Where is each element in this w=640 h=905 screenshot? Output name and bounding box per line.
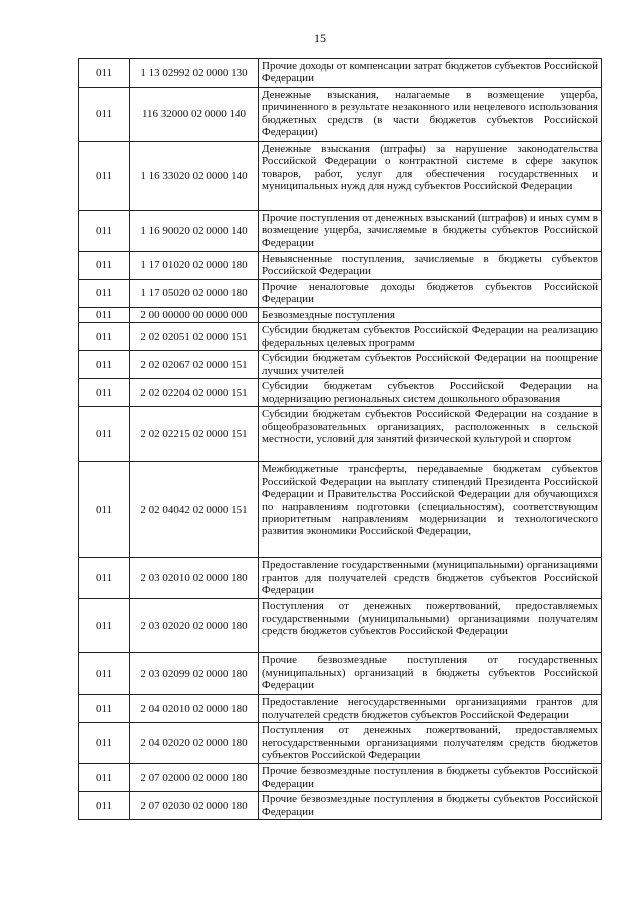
table-row <box>79 142 602 211</box>
description-cell: Прочие безвозмездные поступления в бюджеты субъектов Российской Федерации <box>259 792 602 820</box>
budget-code-cell: 116 32000 02 0000 140 <box>130 88 259 142</box>
budget-code-cell: 1 13 02992 02 0000 130 <box>130 59 259 88</box>
admin-code-cell: 011 <box>79 323 130 351</box>
admin-code-cell: 011 <box>79 59 130 88</box>
budget-code-cell: 2 03 02010 02 0000 180 <box>130 558 259 599</box>
description-cell: Денежные взыскания, налагаемые в возмещение ущерба, причиненного в результате незаконного или нецелевого использования бюджетных средств (в части бюджетов субъектов Российской Федерации) <box>259 88 602 142</box>
description-cell: Субсидии бюджетам субъектов Российской Федерации на поощрение лучших учителей <box>259 351 602 379</box>
description-cell: Прочие безвозмездные поступления в бюджеты субъектов Российской Федерации <box>259 764 602 792</box>
table-row <box>79 764 602 792</box>
table-row <box>79 308 602 323</box>
admin-code-cell: 011 <box>79 764 130 792</box>
table-row <box>79 351 602 379</box>
admin-code-cell: 011 <box>79 723 130 764</box>
budget-code-cell: 2 03 02099 02 0000 180 <box>130 653 259 695</box>
budget-code-cell: 2 03 02020 02 0000 180 <box>130 599 259 653</box>
budget-code-cell: 2 04 02010 02 0000 180 <box>130 695 259 723</box>
description-cell: Субсидии бюджетам субъектов Российской Федерации на реализацию федеральных целевых программ <box>259 323 602 351</box>
admin-code-cell: 011 <box>79 695 130 723</box>
admin-code-cell: 011 <box>79 252 130 280</box>
description-cell: Безвозмездные поступления <box>259 308 602 323</box>
table-row <box>79 88 602 142</box>
description-cell: Предоставление негосударственными организациями грантов для получателей средств бюджетов субъектов Российской Федерации <box>259 695 602 723</box>
admin-code-cell: 011 <box>79 407 130 462</box>
budget-code-cell: 2 00 00000 00 0000 000 <box>130 308 259 323</box>
budget-code-cell: 2 04 02020 02 0000 180 <box>130 723 259 764</box>
description-cell: Невыясненные поступления, зачисляемые в бюджеты субъектов Российской Федерации <box>259 252 602 280</box>
budget-code-cell: 1 17 01020 02 0000 180 <box>130 252 259 280</box>
description-cell: Межбюджетные трансферты, передаваемые бюджетам субъектов Российской Федерации на выплату стипендий Президента Российской Федерации и Правительства Российской Федерации для обучающихся по направлениям подготовки (специальностям), соответствующим приоритетным направлениям модернизации и технологического развития экономики Российской Федерации, <box>259 462 602 558</box>
table-row <box>79 280 602 308</box>
admin-code-cell: 011 <box>79 308 130 323</box>
budget-code-cell: 2 02 02204 02 0000 151 <box>130 379 259 407</box>
table-row <box>79 211 602 252</box>
description-cell: Предоставление государственными (муниципальными) организациями грантов для получателей средств бюджетов субъектов Российской Федерации <box>259 558 602 599</box>
admin-code-cell: 011 <box>79 280 130 308</box>
budget-code-cell: 2 02 02067 02 0000 151 <box>130 351 259 379</box>
table-row <box>79 792 602 820</box>
description-cell: Прочие доходы от компенсации затрат бюджетов субъектов Российской Федерации <box>259 59 602 88</box>
table-row <box>79 323 602 351</box>
page-number: 15 <box>314 31 326 45</box>
budget-code-cell: 2 02 02051 02 0000 151 <box>130 323 259 351</box>
table-row <box>79 695 602 723</box>
budget-code-cell: 1 17 05020 02 0000 180 <box>130 280 259 308</box>
admin-code-cell: 011 <box>79 653 130 695</box>
budget-code-cell: 2 07 02000 02 0000 180 <box>130 764 259 792</box>
table-row <box>79 723 602 764</box>
table-row <box>79 252 602 280</box>
table-row <box>79 462 602 558</box>
budget-code-cell: 2 07 02030 02 0000 180 <box>130 792 259 820</box>
table-row <box>79 379 602 407</box>
table-row <box>79 653 602 695</box>
budget-code-cell: 1 16 90020 02 0000 140 <box>130 211 259 252</box>
revenue-code-table <box>78 58 602 820</box>
budget-code-cell: 2 02 04042 02 0000 151 <box>130 462 259 558</box>
admin-code-cell: 011 <box>79 558 130 599</box>
table-row <box>79 558 602 599</box>
description-cell: Прочие неналоговые доходы бюджетов субъектов Российской Федерации <box>259 280 602 308</box>
table-row <box>79 599 602 653</box>
description-cell: Прочие безвозмездные поступления от государственных (муниципальных) организаций в бюджеты субъектов Российской Федерации <box>259 653 602 695</box>
admin-code-cell: 011 <box>79 88 130 142</box>
description-cell: Денежные взыскания (штрафы) за нарушение законодательства Российской Федерации о контрактной системе в сфере закупок товаров, работ, услуг для обеспечения государственных и муниципальных нужд для нужд субъектов Российской Федерации <box>259 142 602 211</box>
budget-code-cell: 2 02 02215 02 0000 151 <box>130 407 259 462</box>
admin-code-cell: 011 <box>79 351 130 379</box>
admin-code-cell: 011 <box>79 142 130 211</box>
admin-code-cell: 011 <box>79 462 130 558</box>
description-cell: Поступления от денежных пожертвований, предоставляемых негосударственными организациями получателям средств бюджетов субъектов Российской Федерации <box>259 723 602 764</box>
table-row <box>79 59 602 88</box>
admin-code-cell: 011 <box>79 792 130 820</box>
table-row <box>79 407 602 462</box>
admin-code-cell: 011 <box>79 379 130 407</box>
budget-code-cell: 1 16 33020 02 0000 140 <box>130 142 259 211</box>
description-cell: Поступления от денежных пожертвований, предоставляемых государственными (муниципальными) организациями получателям средств бюджетов субъектов Российской Федерации <box>259 599 602 653</box>
description-cell: Прочие поступления от денежных взысканий (штрафов) и иных сумм в возмещение ущерба, зачисляемые в бюджеты субъектов Российской Федерации <box>259 211 602 252</box>
description-cell: Субсидии бюджетам субъектов Российской Федерации на модернизацию региональных систем дошкольного образования <box>259 379 602 407</box>
admin-code-cell: 011 <box>79 599 130 653</box>
description-cell: Субсидии бюджетам субъектов Российской Федерации на создание в общеобразовательных организациях, расположенных в сельской местности, условий для занятий физической культурой и спортом <box>259 407 602 462</box>
admin-code-cell: 011 <box>79 211 130 252</box>
